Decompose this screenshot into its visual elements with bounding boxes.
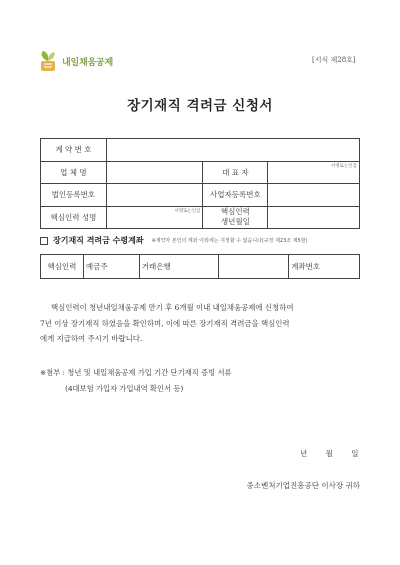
ceo-label: 대 표 자 <box>203 161 268 184</box>
request-body-line2: 7년 이상 장기재직 하였음을 확인하며, 이에 따른 장기재직 격려금을 핵심인력 <box>40 318 290 328</box>
contract-no-field[interactable] <box>106 139 359 162</box>
biz-reg-field[interactable] <box>268 184 360 207</box>
leaf-logo-icon <box>38 50 58 72</box>
key-talent-birth-label-line1: 핵심인력 <box>220 207 250 217</box>
logo <box>38 50 113 72</box>
account-bank-field[interactable] <box>219 255 289 279</box>
key-talent-sign-note: 서명또는인감 <box>174 208 201 214</box>
key-talent-birth-label-line2: 생년월일 <box>220 217 250 227</box>
contract-no-label: 계 약 번 호 <box>41 139 107 162</box>
corp-reg-label: 법인등록번호 <box>41 184 107 207</box>
applicant-info-table <box>40 138 360 229</box>
page-title: 장기재직 격려금 신청서 <box>127 98 273 114</box>
request-body-line1: 핵심인력이 청년내일채움공제 만기 후 6개월 이내 내일채움공제에 신청하여 <box>51 303 294 312</box>
ceo-sign-note: 서명또는인감 <box>330 163 357 169</box>
request-body-line3: 에게 지급하여 주시기 바랍니다. <box>40 334 143 343</box>
section-checkbox-icon <box>40 237 48 245</box>
form-number: [서식 제28호] <box>312 56 356 64</box>
company-name-field[interactable] <box>106 161 203 184</box>
key-talent-birth-label <box>203 206 268 229</box>
attachments-line1: ※첨부 : 청년 및 내일채움공제 가입 기간 단기재직 증빙 서류 <box>40 368 232 377</box>
account-bank-text: 거래은행 <box>141 262 171 271</box>
account-section-title: 장기재직 격려금 수령계좌 <box>53 236 144 245</box>
request-body <box>40 300 365 347</box>
ceo-field[interactable] <box>268 161 360 184</box>
recipient: 중소벤처기업진흥공단 이사장 귀하 <box>246 481 360 490</box>
key-talent-name-label: 핵심인력 성명 <box>41 206 107 229</box>
account-no-text: 계좌번호 <box>291 262 321 271</box>
account-bank-label <box>139 255 219 279</box>
biz-reg-label: 사업자등록번호 <box>203 184 268 207</box>
account-table <box>40 254 360 279</box>
account-key-talent-label: 핵심인력 <box>41 255 84 279</box>
account-holder-label <box>83 255 139 279</box>
key-talent-birth-field[interactable] <box>268 206 360 229</box>
company-name-label: 업 체 명 <box>41 161 107 184</box>
account-no-label <box>289 255 360 279</box>
attachments-line2: (4대보험 가입자 가입내역 확인서 등) <box>65 383 184 393</box>
key-talent-name-field[interactable] <box>106 206 203 229</box>
account-section-note: ※계약자 본인의 계좌 이외에는 지정할 수 없습니다(규정 제23조 제5항) <box>151 238 308 244</box>
account-holder-text: 예금주 <box>85 262 108 271</box>
account-section-header <box>40 235 308 246</box>
attachments <box>40 365 232 396</box>
date-line: 년 월 일 <box>300 449 359 458</box>
logo-text: 내일채움공제 <box>62 57 113 68</box>
corp-reg-field[interactable] <box>106 184 203 207</box>
